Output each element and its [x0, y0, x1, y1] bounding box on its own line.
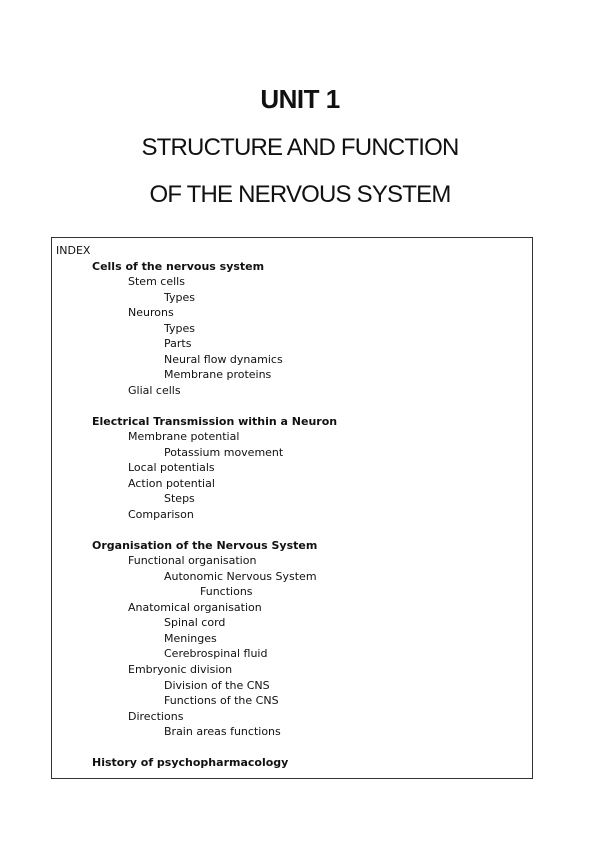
entry-title: Meninges	[164, 632, 217, 645]
entry-title: Local potentials	[128, 461, 215, 474]
entry-title: Types	[164, 322, 195, 335]
entry-title: Organisation of the Nervous System	[92, 539, 318, 552]
entry-title: Action potential	[128, 477, 215, 490]
entry-title: Membrane proteins	[164, 368, 272, 381]
entry-title: Cells of the nervous system	[92, 260, 265, 273]
subtitle-line-1: STRUCTURE AND FUNCTION	[141, 134, 459, 161]
entry-title: Embryonic division	[128, 663, 233, 676]
entry-title: Anatomical organisation	[128, 601, 262, 614]
entry-title: Spinal cord	[164, 616, 226, 629]
entry-title: History of psychopharmacology	[92, 756, 289, 769]
index-box	[51, 237, 533, 779]
entry-title: Cerebrospinal fluid	[164, 647, 268, 660]
subtitle-line-2: OF THE NERVOUS SYSTEM	[149, 181, 451, 208]
entry-title: Stem cells	[128, 275, 185, 288]
entry-title: Glial cells	[128, 384, 181, 397]
entry-title: Electrical Transmission within a Neuron	[92, 415, 338, 428]
entry-title: Functions of the CNS	[164, 694, 279, 707]
entry-title: Neural flow dynamics	[164, 353, 283, 366]
index-label: INDEX	[56, 244, 91, 257]
entry-title: Autonomic Nervous System	[164, 570, 317, 583]
entry-title: Functional organisation	[128, 554, 257, 567]
entry-title: Membrane potential	[128, 430, 240, 443]
entry-title: Comparison	[128, 508, 194, 521]
entry-title: Brain areas functions	[164, 725, 281, 738]
entry-title: Steps	[164, 492, 195, 505]
entry-title: Types	[164, 291, 195, 304]
entry-title: Neurons	[128, 306, 174, 319]
unit-title: UNIT 1	[260, 84, 340, 114]
entry-title: Potassium movement	[164, 446, 284, 459]
entry-title: Directions	[128, 710, 184, 723]
entry-title: Division of the CNS	[164, 679, 270, 692]
entry-title: Functions	[200, 585, 253, 598]
entry-title: Parts	[164, 337, 192, 350]
